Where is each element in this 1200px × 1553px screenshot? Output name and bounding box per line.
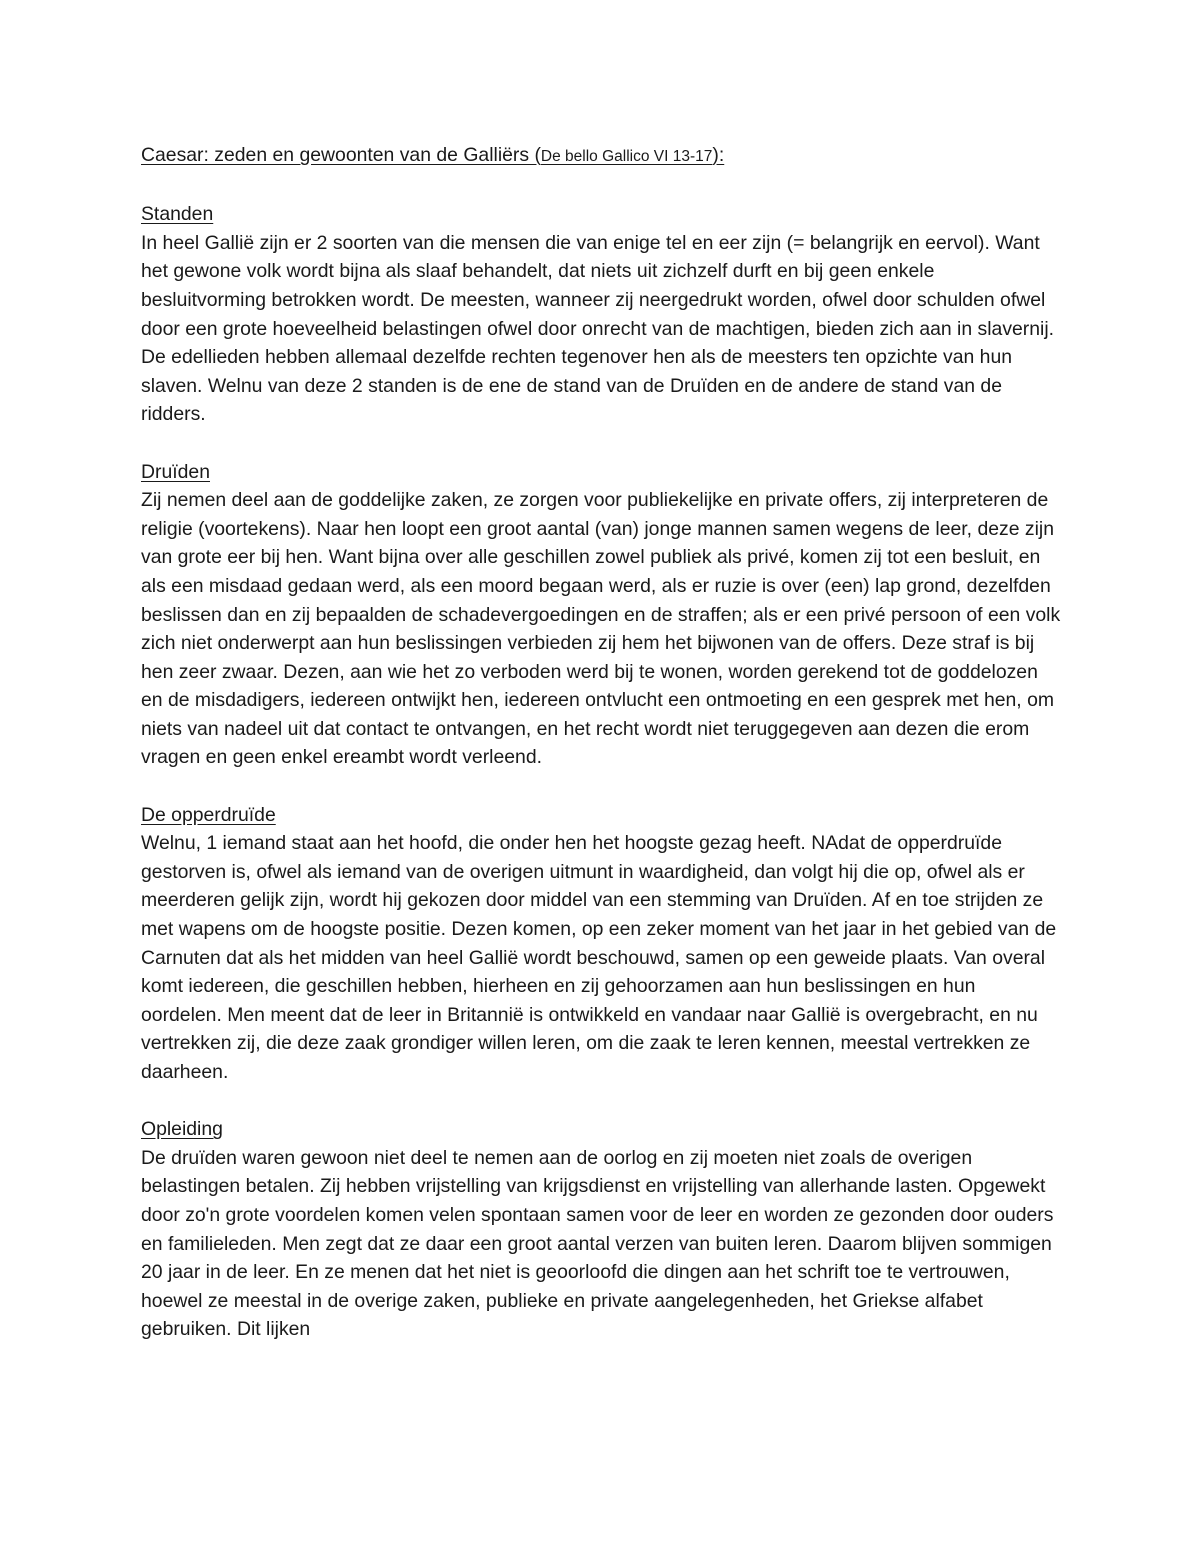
section-opleiding: [141, 1115, 1061, 1344]
section-druiden: [141, 458, 1061, 773]
section-paragraph: Zij nemen deel aan de goddelijke zaken, ze zorgen voor publiekelijke en private offers, zij interpreteren de religie (voortekens). Naar hen loopt een groot aantal (van) jonge mannen samen wegens de leer, deze zijn van grote eer bij hen. Want bijna over alle geschillen zowel publiek als privé, komen zij tot een besluit, en als een misdaad gedaan werd, als een moord begaan werd, als er ruzie is over (een) lap grond, dezelfden beslissen dan en zij bepaalden de schadevergoedingen en de straffen; als er een privé persoon of een volk zich niet onderwerpt aan hun beslissingen verbieden zij hem het bijwonen van de offers. Deze straf is bij hen zeer zwaar. Dezen, aan wie het zo verboden werd bij te wonen, worden gerekend tot de goddelozen en de misdadigers, iedereen ontwijkt hen, iedereen ontvlucht een ontmoeting en een gesprek met hen, om niets van nadeel uit dat contact te ontvangen, en het recht wordt niet teruggegeven aan dezen die erom vragen en geen enkel ereambt wordt verleend.: [141, 489, 1061, 769]
section-heading: Druïden: [141, 460, 210, 483]
section-paragraph: De druïden waren gewoon niet deel te nemen aan de oorlog en zij moeten niet zoals de overigen belastingen betalen. Zij hebben vrijstelling van krijgsdienst en vrijstelling van allerhande lasten. Opgewekt door zo'n grote voordelen komen velen spontaan samen voor de leer en worden ze gezonden door ouders en familieleden. Men zegt dat ze daar een groot aantal verzen van buiten leren. Daarom blijven sommigen 20 jaar in de leer. En ze menen dat het niet is geoorloofd die dingen aan het schrift toe te vertrouwen, hoewel ze meestal in de overige zaken, publieke en private aangelegenheden, het Griekse alfabet gebruiken. Dit lijken: [141, 1146, 1054, 1341]
document-title: [141, 141, 1061, 172]
section-paragraph: Welnu, 1 iemand staat aan het hoofd, die onder hen het hoogste gezag heeft. NAdat de opperdruïde gestorven is, ofwel als iemand van de overigen uitmunt in waardigheid, dan volgt hij die op, ofwel als er meerderen gelijk zijn, wordt hij gekozen door middel van een stemming van Druïden. Af en toe strijden ze met wapens om de hoogste positie. Dezen komen, op een zeker moment van het jaar in het gebied van de Carnuten dat als het midden van heel Gallië wordt beschouwd, samen op een geweide plaats. Van overal komt iedereen, die geschillen hebben, hierheen en zij gehoorzamen aan hun beslissingen en hun oordelen. Men meent dat de leer in Britannië is ontwikkeld en vandaar naar Gallië is overgebracht, en nu vertrekken zij, die deze zaak grondiger willen leren, om die zaak te leren kennen, meestal vertrekken ze daarheen.: [141, 832, 1057, 1083]
title-end: ):: [712, 144, 725, 166]
title-source: De bello Gallico VI 13-17: [540, 148, 713, 165]
section-heading: De opperdruïde: [141, 803, 276, 826]
section-heading: Standen: [141, 203, 214, 226]
section-opperdruide: [141, 801, 1061, 1087]
document-page: [141, 141, 1061, 1344]
title-main: Caesar: zeden en gewoonten van de Galliërs (: [141, 144, 541, 166]
section-paragraph: In heel Gallië zijn er 2 soorten van die mensen die van enige tel en eer zijn (= belangrijk en eervol). Want het gewone volk wordt bijna als slaaf behandelt, dat niets uit zichzelf durft en bij geen enkele besluitvorming betrokken wordt. De meesten, wanneer zij neergedrukt worden, ofwel door schulden ofwel door een grote hoeveelheid belastingen ofwel door onrecht van de machtigen, bieden zich aan in slavernij. De edellieden hebben allemaal dezelfde rechten tegenover hen als de meesters ten opzichte van hun slaven. Welnu van deze 2 standen is de ene de stand van de Druïden en de andere de stand van de ridders.: [141, 231, 1055, 426]
section-heading: Opleiding: [141, 1118, 223, 1141]
section-standen: [141, 200, 1061, 429]
